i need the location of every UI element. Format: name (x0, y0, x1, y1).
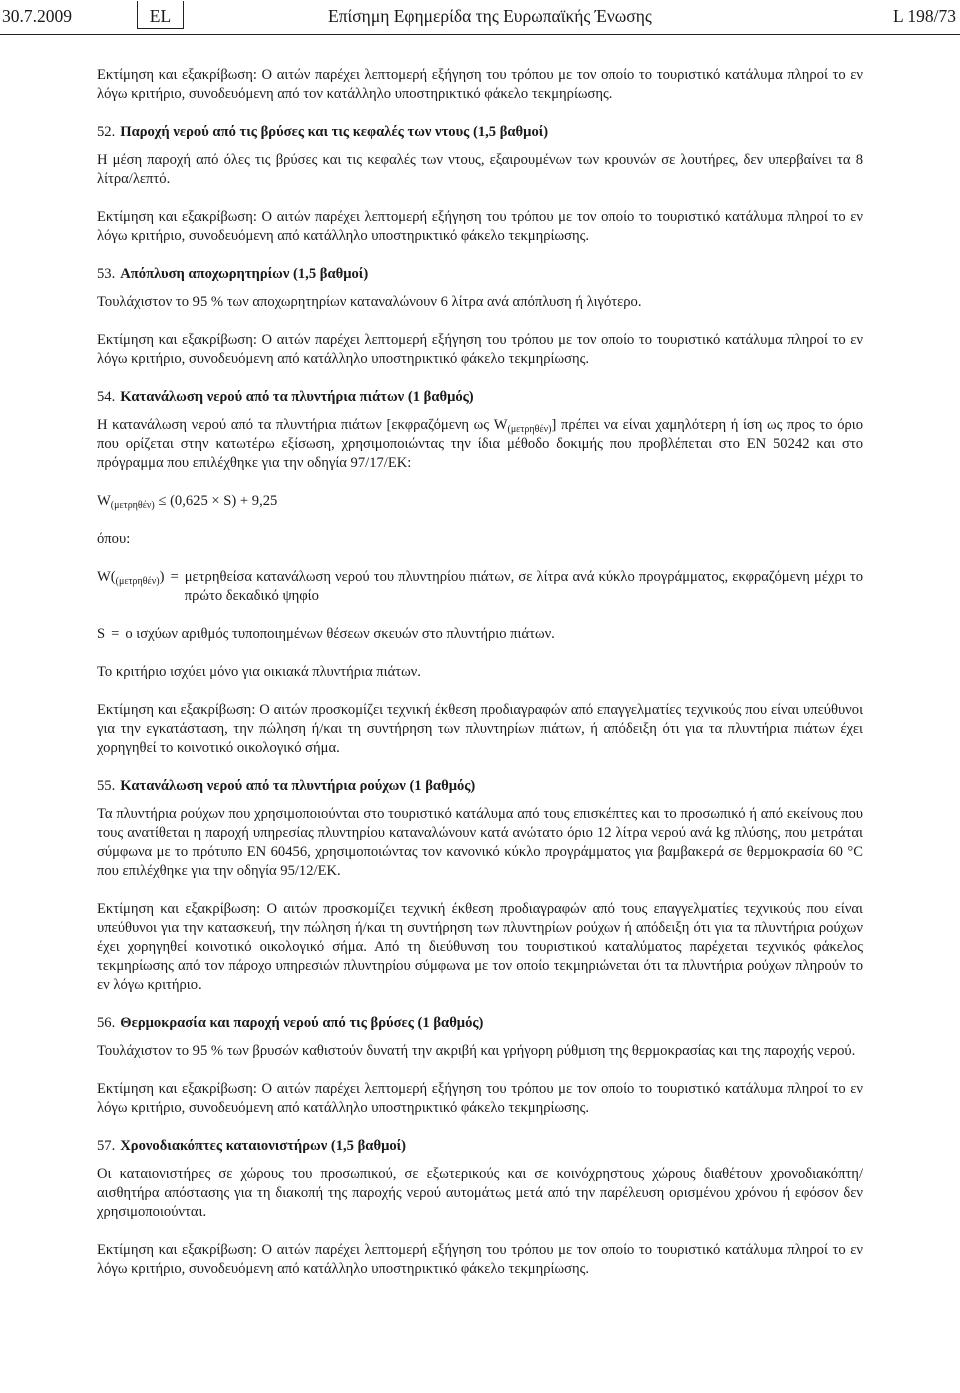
section-number: 56. (97, 1015, 116, 1031)
section-body: Η μέση παροχή από όλες τις βρύσες και τις κεφαλές των ντους, εξαιρουμένων των κρουνών σε λουτήρες, δεν υπερβαίνει τα 8 λίτρα/λεπτό. (97, 152, 863, 187)
language-code-box: EL (137, 1, 184, 29)
section-body: Τα πλυντήρια ρούχων που χρησιμοποιούνται στο τουριστικό κατάλυμα από τους επισκέπτες και το προσωπικό ή από εκείνους που τους ανατίθεται η παροχή υπηρεσίας πλυντηρίου καταναλώνουν κατά ανώτατο όριο 12 λίτρα νερού ανά kg πλύσης, που μετράται σύμφωνα με το πρότυπο EN 60456, χρησιμοποιώντας τον κανονικό κύκλο προγράμματος για βαμβακερά σε θερμοκρασία 60 °C που επιλέχθηκε για την οδηγία 95/12/ΕΚ. (97, 806, 863, 879)
definition-text: ο ισχύων αριθμός τυποποιημένων θέσεων σκευών στο πλυντήριο πιάτων. (125, 626, 555, 642)
equals-sign: = (111, 626, 120, 642)
formula-variable: W (97, 493, 111, 509)
page-number: L 198/73 (892, 6, 956, 26)
definition-term (97, 568, 165, 606)
section-title-55 (97, 777, 863, 796)
section-heading: Απόπλυση αποχωρητηρίων (1,5 βαθμοί) (120, 266, 369, 282)
journal-title: Επίσημη Εφημερίδα της Ευρωπαϊκής Ένωσης (328, 6, 652, 26)
term-text: W( (97, 569, 116, 585)
section-title-57 (97, 1137, 863, 1156)
where-label: όπου: (97, 531, 131, 547)
formula (97, 492, 863, 511)
section-number: 52. (97, 124, 116, 140)
body-text: Η κατανάλωση νερού από τα πλυντήρια πιάτων [εκφραζόμενη ως W (97, 417, 508, 433)
publication-date: 30.7.2009 (2, 6, 72, 26)
assessment-paragraph: Εκτίμηση και εξακρίβωση: Ο αιτών προσκομίζει τεχνική έκθεση προδιαγραφών από επαγγελματίες τεχνικούς που είναι υπεύθυνοι για την εγκατάσταση, την πώληση ή/και τη συντήρηση των πλυντηρίων πιάτων, ή απόδειξη ότι για τα πλυντήρια πιάτων έχει χορηγηθεί το κοινοτικό οικολογικό σήμα. (97, 702, 863, 756)
definition-w (97, 568, 863, 606)
section-number: 57. (97, 1138, 116, 1154)
body-text: ] πρέπει να είναι χαμηλότερη ή ίση ως προς το όριο που ορίζεται στην κατωτέρω εξίσωση, χρησιμοποιώντας την ίδια μέθοδο δοκιμής που προβλέπεται στο EN 50242 και στο πρόγραμμα που επιλέχθηκε για την οδηγία 97/17/ΕΚ: (97, 417, 863, 471)
subscript: (μετρηθέν) (110, 500, 155, 511)
section-title-52 (97, 123, 863, 142)
equals-sign: = (170, 569, 179, 585)
section-heading: Παροχή νερού από τις βρύσες και τις κεφαλές των ντους (1,5 βαθμοί) (120, 124, 549, 140)
section-body: Τουλάχιστον το 95 % των αποχωρητηρίων καταναλώνουν 6 λίτρα ανά απόπλυση ή λιγότερο. (97, 294, 642, 310)
criterion-note: Το κριτήριο ισχύει μόνο για οικιακά πλυντήρια πιάτων. (97, 664, 421, 680)
section-heading: Κατανάλωση νερού από τα πλυντήρια ρούχων (1 βαθμός) (120, 778, 476, 794)
assessment-paragraph: Εκτίμηση και εξακρίβωση: Ο αιτών προσκομίζει τεχνική έκθεση προδιαγραφών από τους επαγγελματίες τεχνικούς που είναι υπεύθυνοι για την κατασκευή, την πώληση ή/και τη συντήρηση των πλυντηρίων ρούχων ή απόδειξη ότι για τα πλυντήρια ρούχων έχει χορηγηθεί κοινοτικό οικολογικό σήμα. Από τη διεύθυνση του τουριστικού καταλύματος παρέχεται τεχνικός φάκελος τεκμηρίωσης από τον πάροχο υπηρεσιών πλυντηρίου σύμφωνα με τον οποίο τεκμηριώνεται ότι τα πλυντήρια ρούχων πληρούν το εν λόγω κριτήριο. (97, 901, 863, 993)
section-heading: Κατανάλωση νερού από τα πλυντήρια πιάτων (1 βαθμός) (120, 389, 474, 405)
section-body: Τουλάχιστον το 95 % των βρυσών καθιστούν δυνατή την ακριβή και γρήγορη ρύθμιση της θερμοκρασίας και της παροχής νερού. (97, 1043, 856, 1059)
section-heading: Θερμοκρασία και παροχή νερού από τις βρύσες (1 βαθμός) (120, 1015, 484, 1031)
section-heading: Χρονοδιακόπτες καταιονιστήρων (1,5 βαθμοί) (120, 1138, 407, 1154)
subscript: (μετρηθέν) (115, 576, 160, 587)
assessment-paragraph: Εκτίμηση και εξακρίβωση: Ο αιτών παρέχει λεπτομερή εξήγηση του τρόπου με τον οποίο το τουριστικό κατάλυμα πληροί το εν λόγω κριτήριο, συνοδευόμενη από κατάλληλο υποστηρικτικό φάκελο τεκμηρίωσης. (97, 1081, 863, 1116)
section-number: 54. (97, 389, 116, 405)
document-body (97, 66, 863, 1279)
assessment-paragraph: Εκτίμηση και εξακρίβωση: Ο αιτών παρέχει λεπτομερή εξήγηση του τρόπου με τον οποίο το τουριστικό κατάλυμα πληροί το εν λόγω κριτήριο, συνοδευόμενη από κατάλληλο υποστηρικτικό φάκελο τεκμηρίωσης. (97, 1242, 863, 1277)
assessment-paragraph: Εκτίμηση και εξακρίβωση: Ο αιτών παρέχει λεπτομερή εξήγηση του τρόπου με τον οποίο το τουριστικό κατάλυμα πληροί το εν λόγω κριτήριο, συνοδευόμενη από τον κατάλληλο υποστηρικτικό φάκελο τεκμηρίωσης. (97, 67, 863, 102)
section-title-53 (97, 265, 863, 284)
section-body (97, 416, 863, 473)
definition-term: S (97, 626, 106, 642)
page-header (0, 4, 960, 35)
assessment-paragraph: Εκτίμηση και εξακρίβωση: Ο αιτών παρέχει λεπτομερή εξήγηση του τρόπου με τον οποίο το τουριστικό κατάλυμα πληροί το εν λόγω κριτήριο, συνοδευόμενη από κατάλληλο υποστηρικτικό φάκελο τεκμηρίωσης. (97, 332, 863, 367)
section-title-56 (97, 1014, 863, 1033)
section-title-54 (97, 388, 863, 407)
definition-s (97, 625, 863, 644)
formula-expression: ≤ (0,625 × S) + 9,25 (154, 493, 278, 509)
section-body: Οι καταιονιστήρες σε χώρους του προσωπικού, σε εξωτερικούς και σε κοινόχρηστους χώρους διαθέτουν χρονοδιακόπτη/αισθητήρα απόστασης για τη διακοπή της παροχής νερού αυτομάτως μετά από την παρέλευση ορισμένου χρόνου ή εφόσον δεν χρησιμοποιούνται. (97, 1166, 863, 1220)
subscript: (μετρηθέν) (507, 424, 552, 435)
definition-text: μετρηθείσα κατανάλωση νερού του πλυντηρίου πιάτων, σε λίτρα ανά κύκλο προγράμματος, εκφραζόμενη μέχρι το πρώτο δεκαδικό ψηφίο (184, 569, 863, 604)
term-text: ) (159, 569, 165, 585)
section-number: 53. (97, 266, 116, 282)
assessment-paragraph: Εκτίμηση και εξακρίβωση: Ο αιτών παρέχει λεπτομερή εξήγηση του τρόπου με τον οποίο το τουριστικό κατάλυμα πληροί το εν λόγω κριτήριο, συνοδευόμενη από κατάλληλο υποστηρικτικό φάκελο τεκμηρίωσης. (97, 209, 863, 244)
section-number: 55. (97, 778, 116, 794)
